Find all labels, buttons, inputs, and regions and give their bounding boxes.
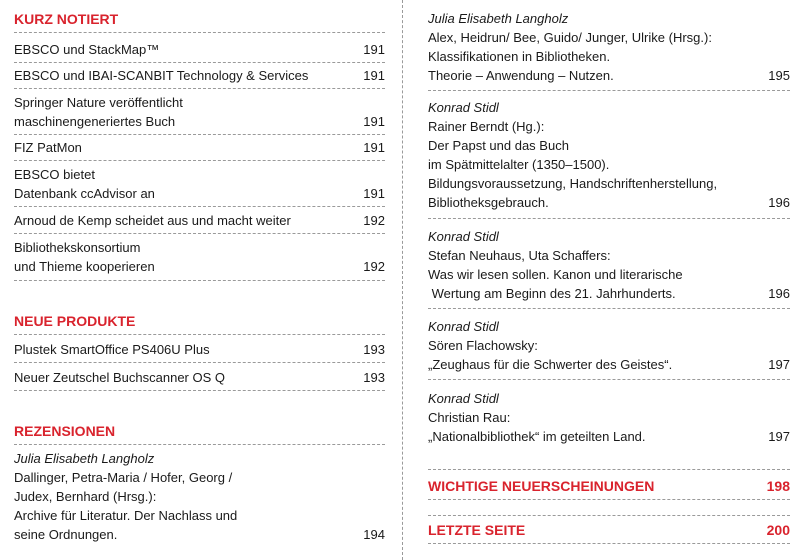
toc-entry[interactable]: [14, 93, 385, 131]
entry-title-line: Datenbank ccAdvisor an: [14, 186, 155, 201]
divider: [14, 390, 385, 391]
entry-title-line: Stefan Neuhaus, Uta Schaffers:: [428, 248, 611, 263]
toc-entry[interactable]: [14, 40, 385, 59]
divider: [14, 62, 385, 63]
page-number: 197: [768, 357, 790, 372]
divider: [428, 543, 790, 544]
entry-title-line: Bildungsvoraussetzung, Handschriftenherstellung,: [428, 176, 718, 191]
review-author: Konrad Stidl: [428, 391, 499, 406]
divider: [428, 90, 790, 91]
divider: [14, 32, 385, 33]
toc-entry[interactable]: [14, 368, 385, 387]
entry-title-line: Theorie – Anwendung – Nutzen.: [428, 68, 614, 83]
divider: [428, 379, 790, 380]
entry-title-line: Rainer Berndt (Hg.):: [428, 119, 545, 134]
entry-title-line: „Nationalbibliothek“ im geteilten Land.: [428, 429, 646, 444]
entry-title-line: maschinengeneriertes Buch: [14, 114, 176, 129]
entry-title-line: EBSCO bietet: [14, 167, 95, 182]
divider: [14, 160, 385, 161]
entry-title-line: Sören Flachowsky:: [428, 338, 538, 353]
page-number: 195: [768, 68, 790, 83]
section-title-kurz-notiert: KURZ NOTIERT: [14, 11, 119, 27]
entry-title-line: Christian Rau:: [428, 410, 511, 425]
section-title-letzte-seite: LETZTE SEITE: [428, 522, 526, 538]
divider: [14, 233, 385, 234]
divider: [428, 308, 790, 309]
divider: [428, 218, 790, 219]
toc-entry[interactable]: [14, 340, 385, 359]
divider: [14, 362, 385, 363]
entry-title-line: Bibliotheksgebrauch.: [428, 195, 549, 210]
divider: [14, 134, 385, 135]
entry-title-line: Plustek SmartOffice PS406U Plus: [14, 342, 210, 357]
toc-entry[interactable]: [14, 138, 385, 157]
review-entry[interactable]: [428, 389, 790, 446]
entry-title-line: seine Ordnungen.: [14, 527, 118, 542]
review-entry[interactable]: [428, 317, 790, 374]
page-number: 193: [363, 342, 385, 357]
entry-title-line: Springer Nature veröffentlicht: [14, 95, 183, 110]
entry-title-line: Judex, Bernhard (Hrsg.):: [14, 489, 157, 504]
divider: [428, 469, 790, 470]
page-number: 197: [768, 429, 790, 444]
section-title-rezensionen: REZENSIONEN: [14, 423, 116, 439]
review-author: Konrad Stidl: [428, 100, 499, 115]
toc-entry[interactable]: [14, 165, 385, 203]
page-number: 191: [363, 42, 385, 57]
entry-title-line: Arnoud de Kemp scheidet aus und macht weiter: [14, 213, 291, 228]
divider: [428, 499, 790, 500]
review-entry[interactable]: [428, 227, 790, 303]
review-entry[interactable]: [14, 449, 385, 544]
divider: [14, 280, 385, 281]
entry-title-line: und Thieme kooperieren: [14, 259, 155, 274]
divider: [14, 334, 385, 335]
section-link-letzte-seite[interactable]: [428, 521, 790, 539]
entry-title-line: „Zeughaus für die Schwerter des Geistes“.: [428, 357, 673, 372]
page-number: 191: [363, 186, 385, 201]
divider: [428, 515, 790, 516]
page-number: 200: [766, 522, 790, 538]
page-number: 191: [363, 68, 385, 83]
entry-title-line: EBSCO und StackMap™: [14, 42, 160, 57]
page-number: 191: [363, 114, 385, 129]
entry-title-line: Klassifikationen in Bibliotheken.: [428, 49, 611, 64]
entry-title-line: Archive für Literatur. Der Nachlass und: [14, 508, 238, 523]
entry-title-line: Bibliothekskonsortium: [14, 240, 141, 255]
review-entry[interactable]: [428, 9, 790, 85]
review-author: Julia Elisabeth Langholz: [14, 451, 155, 466]
toc-entry[interactable]: [14, 66, 385, 85]
entry-title-line: Dallinger, Petra-Maria / Hofer, Georg /: [14, 470, 233, 485]
toc-entry[interactable]: [14, 211, 385, 230]
toc-entry[interactable]: [14, 238, 385, 276]
entry-title-line: Was wir lesen sollen. Kanon und literarische: [428, 267, 683, 282]
entry-title-line: FIZ PatMon: [14, 140, 82, 155]
page-number: 196: [768, 286, 790, 301]
review-entry[interactable]: [428, 98, 790, 212]
section-title-wichtige-neuerscheinungen: WICHTIGE NEUERSCHEINUNGEN: [428, 478, 655, 494]
page-number: 191: [363, 140, 385, 155]
section-title-neue-produkte: NEUE PRODUKTE: [14, 313, 136, 329]
section-link-wichtige-neuerscheinungen[interactable]: [428, 477, 790, 495]
review-author: Julia Elisabeth Langholz: [428, 11, 569, 26]
entry-title-line: Alex, Heidrun/ Bee, Guido/ Junger, Ulrike (Hrsg.):: [428, 30, 712, 45]
divider: [14, 206, 385, 207]
page-number: 193: [363, 370, 385, 385]
review-author: Konrad Stidl: [428, 319, 499, 334]
entry-title-line: Neuer Zeutschel Buchscanner OS Q: [14, 370, 225, 385]
page-number: 192: [363, 213, 385, 228]
page-number: 192: [363, 259, 385, 274]
entry-title-line: im Spätmittelalter (1350–1500).: [428, 157, 610, 172]
column-divider: [402, 0, 403, 560]
entry-title-line: Wertung am Beginn des 21. Jahrhunderts.: [428, 286, 676, 301]
entry-title-line: Der Papst und das Buch: [428, 138, 569, 153]
entry-title-line: EBSCO und IBAI-SCANBIT Technology & Services: [14, 68, 309, 83]
divider: [14, 88, 385, 89]
page-number: 194: [363, 527, 385, 542]
page-number: 196: [768, 195, 790, 210]
divider: [14, 444, 385, 445]
review-author: Konrad Stidl: [428, 229, 499, 244]
page-number: 198: [766, 478, 790, 494]
